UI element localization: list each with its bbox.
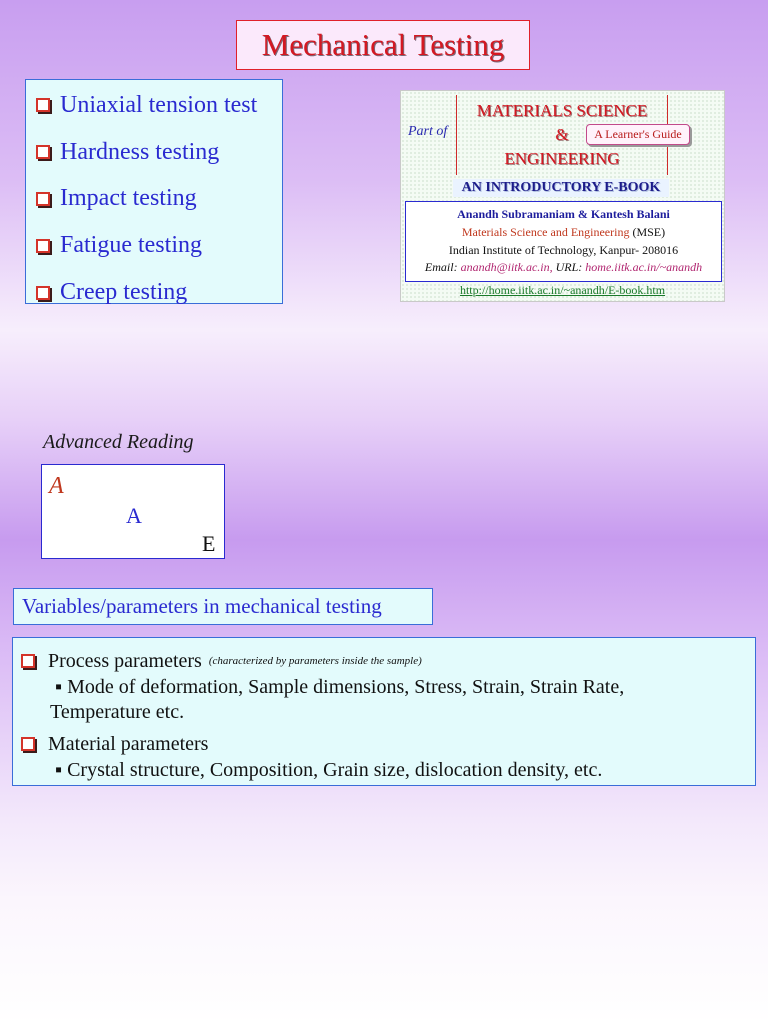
ebook-link[interactable]: http://home.iitk.ac.in/~anandh/E-book.htm (459, 283, 666, 297)
checkbox-bullet-icon (21, 654, 35, 668)
part-of-label: Part of (408, 124, 448, 139)
mse-line-3: ENGINEERING (504, 149, 620, 168)
email-label: Email: (424, 260, 458, 275)
mse-ampersand: & (555, 125, 569, 144)
process-parameters-label: Process parameters (48, 650, 202, 672)
authors: Anandh Subramaniam & Kantesh Balani (457, 207, 670, 221)
department-line (406, 224, 721, 242)
url-link[interactable]: home.iitk.ac.in/~anandh (585, 260, 703, 275)
material-parameters-item (21, 731, 755, 757)
process-detail-1: ▪ Mode of deformation, Sample dimensions, Stress, Strain, Strain Rate, (55, 676, 625, 698)
author-info-box (405, 201, 722, 282)
advanced-reading-label: Advanced Reading (43, 431, 194, 453)
variables-heading: Variables/parameters in mechanical testing (13, 588, 433, 625)
checkbox-bullet-icon (36, 98, 50, 112)
checkbox-bullet-icon (36, 145, 50, 159)
intro-ebook-label: AN INTRODUCTORY E-BOOK (453, 179, 669, 197)
advanced-reading-box (41, 464, 225, 559)
topics-list (25, 79, 283, 304)
email-link[interactable]: anandh@iitk.ac.in, (460, 260, 553, 275)
page-title: Mechanical Testing (236, 20, 530, 70)
checkbox-bullet-icon (36, 192, 50, 206)
advanced-letter: A (49, 473, 64, 499)
learner-guide-badge: A Learner's Guide (586, 124, 690, 145)
checkbox-bullet-icon (21, 737, 35, 751)
department: Materials Science and Engineering (461, 224, 630, 239)
process-detail-2: Temperature etc. (50, 701, 185, 723)
process-parameters-note: (characterized by parameters inside the sample) (208, 655, 422, 667)
list-item (36, 129, 282, 176)
list-item (36, 222, 282, 269)
parameters-box (12, 637, 756, 786)
mse-line-1: MATERIALS SCIENCE (476, 101, 648, 120)
list-item (36, 82, 282, 129)
process-parameters-item (21, 648, 755, 674)
topic-label: Uniaxial tension test (60, 91, 258, 118)
checkbox-bullet-icon (36, 286, 50, 300)
department-abbr: (MSE) (632, 224, 666, 239)
checkbox-bullet-icon (36, 239, 50, 253)
topic-label: Creep testing (60, 279, 188, 306)
list-item (36, 269, 282, 316)
material-parameters-label: Material parameters (48, 733, 209, 755)
topic-label: Fatigue testing (60, 232, 202, 259)
advanced-letter: A (126, 503, 142, 528)
contact-line (406, 259, 721, 277)
list-item (36, 176, 282, 223)
topic-label: Impact testing (60, 185, 197, 212)
material-detail: ▪ Crystal structure, Composition, Grain size, dislocation density, etc. (55, 759, 603, 781)
url-label: URL: (555, 260, 583, 275)
advanced-letter: E (202, 531, 216, 556)
institute: Indian Institute of Technology, Kanpur- 208016 (448, 242, 679, 257)
topic-label: Hardness testing (60, 138, 220, 165)
ebook-banner (400, 90, 725, 302)
